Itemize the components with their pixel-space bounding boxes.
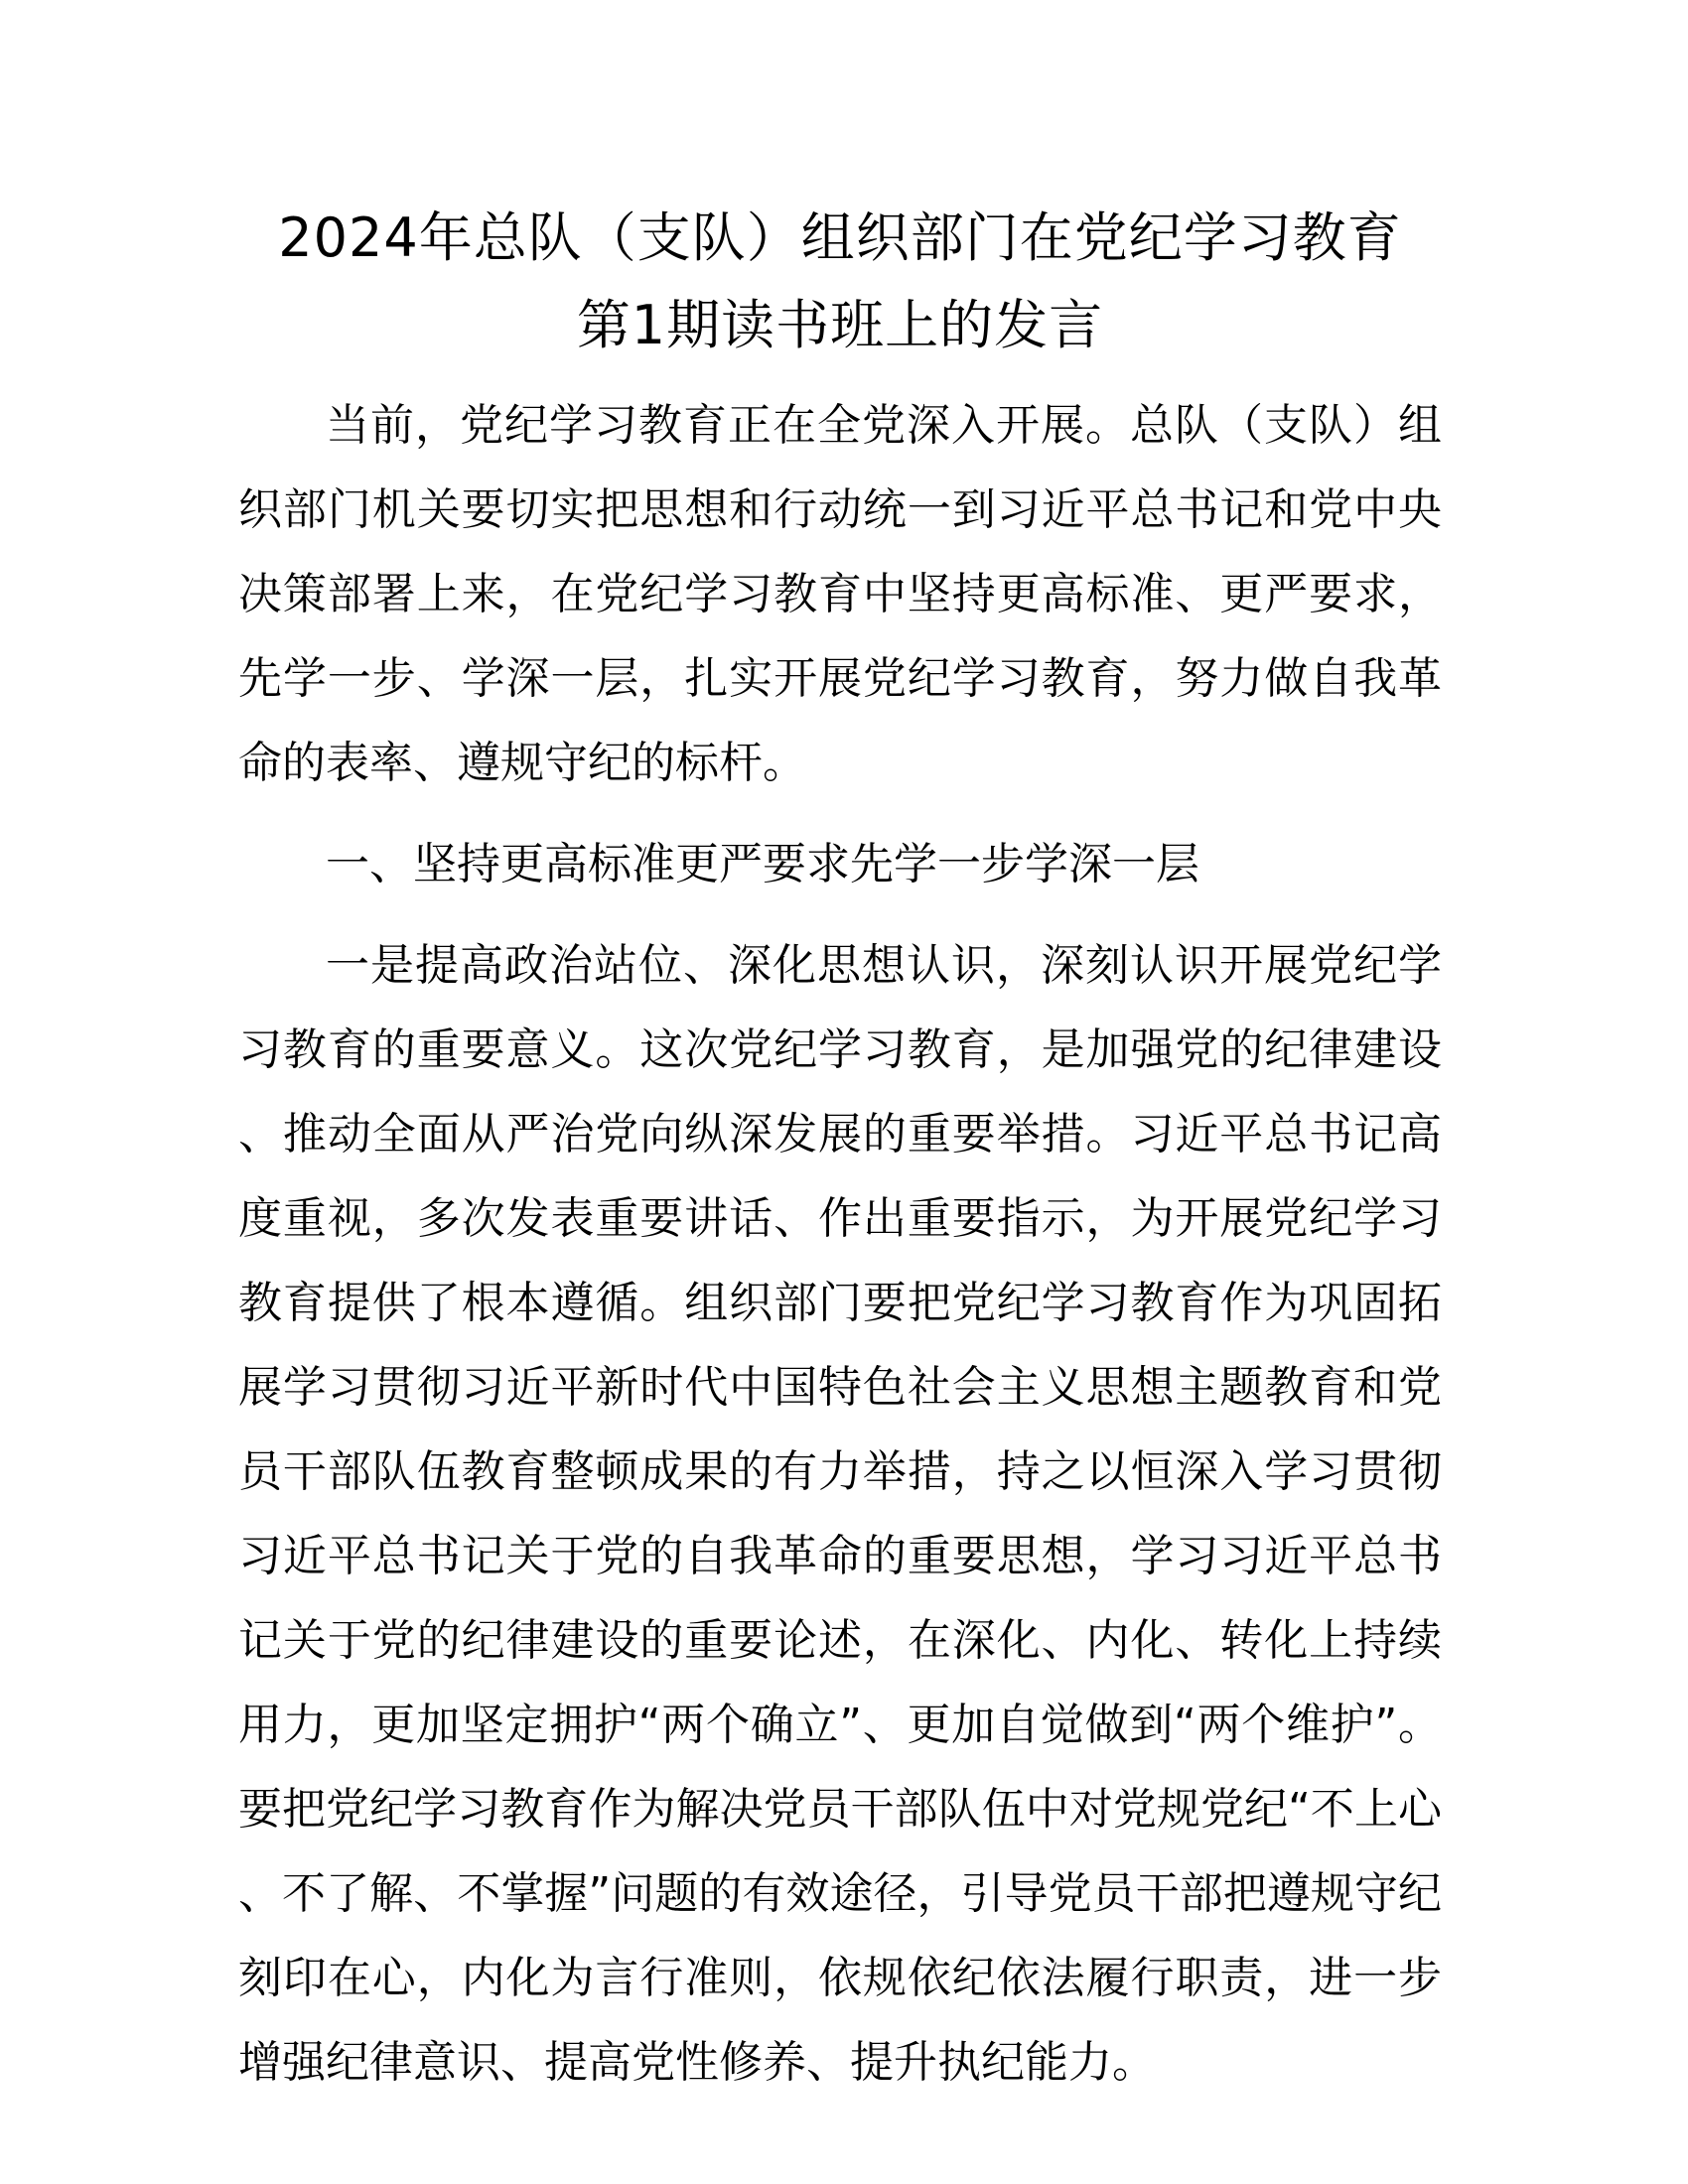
document-page (238, 195, 1442, 2121)
section-1-paragraph-1: 一是提高政治站位、深化思想认识，深刻认识开展党纪学习教育的重要意义。这次党纪学习教育，是加强党的纪律建设、推动全面从严治党向纵深发展的重要举措。习近平总书记高度重视，多次发表重要讲话、作出重要指示，为开展党纪学习教育提供了根本遵循。组织部门要把党纪学习教育作为巩固拓展学习贯彻习近平新时代中国特色社会主义思想主题教育和党员干部队伍教育整顿成果的有力举措，持之以恒深入学习贯彻习近平总书记关于党的自我革命的重要思想，学习习近平总书记关于党的纪律建设的重要论述，在深化、内化、转化上持续用力，更加坚定拥护“两个确立”、更加自觉做到“两个维护”。要把党纪学习教育作为解决党员干部队伍中对党规党纪“不上心、不了解、不掌握”问题的有效途径，引导党员干部把遵规守纪刻印在心，内化为言行准则，依规依纪依法履行职责，进一步增强纪律意识、提高党性修养、提升执纪能力。 (238, 940, 1442, 2088)
title-line-2: 第1期读书班上的发言 (576, 294, 1104, 356)
title-line-1: 2024年总队（支队）组织部门在党纪学习教育 (278, 206, 1402, 269)
intro-paragraph: 当前，党纪学习教育正在全党深入开展。总队（支队）组织部门机关要切实把思想和行动统一到习近平总书记和党中央决策部署上来，在党纪学习教育中坚持更高标准、更严要求，先学一步、学深一层，扎实开展党纪学习教育，努力做自我革命的表率、遵规守纪的标杆。 (238, 400, 1442, 788)
document-title (238, 195, 1442, 369)
section-1-heading: 一、坚持更高标准更严要求先学一步学深一层 (326, 839, 1199, 889)
